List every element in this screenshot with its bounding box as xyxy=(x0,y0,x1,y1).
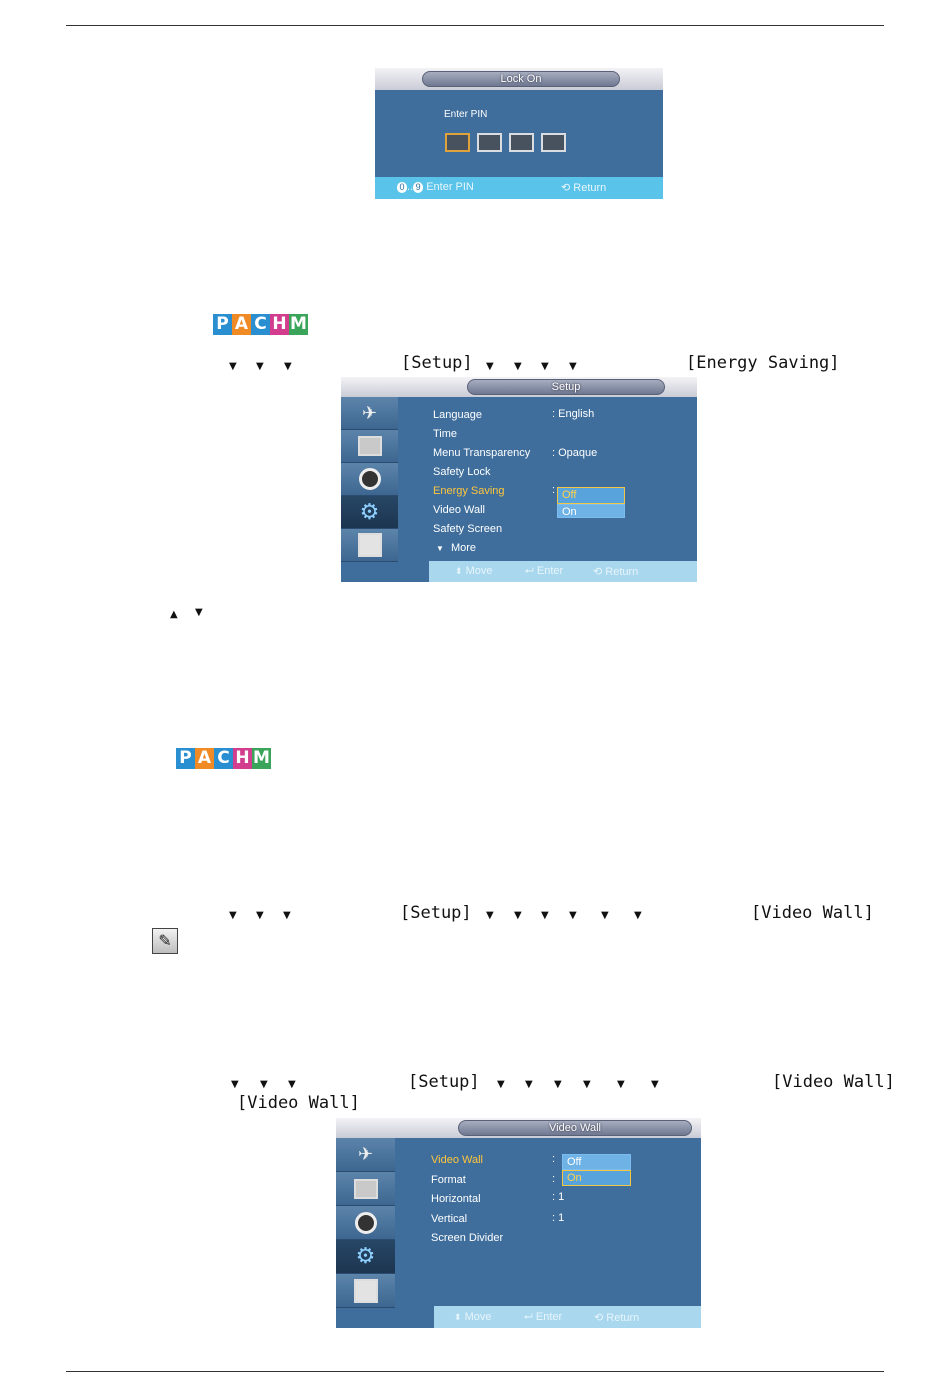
top-rule xyxy=(66,25,884,26)
menu-item-vertical[interactable]: Vertical xyxy=(431,1213,468,1225)
menu-item-format[interactable]: Format xyxy=(431,1174,466,1186)
return-hint[interactable] xyxy=(561,181,606,194)
enter-label: Enter xyxy=(535,1311,563,1323)
enter-icon: ⮠ xyxy=(525,565,534,577)
down-arrow-icon: ▼ xyxy=(256,910,264,921)
down-arrow-icon: ▼ xyxy=(231,1079,239,1090)
menu-item-energy-saving[interactable]: Energy Saving xyxy=(433,485,505,497)
menu-item-safety-screen[interactable]: Safety Screen xyxy=(433,523,503,535)
screen-icon xyxy=(358,436,382,456)
setup-key: [Setup] xyxy=(400,903,472,923)
format-colon: : xyxy=(552,1173,556,1185)
menu-transparency-value: : Opaque xyxy=(552,447,598,459)
menu-item-language[interactable]: Language xyxy=(433,409,482,421)
satellite-icon: ✈ xyxy=(357,1144,374,1165)
enter-icon: ⮠ xyxy=(524,1311,533,1323)
option-on[interactable]: On xyxy=(557,504,625,518)
sidebar-screen[interactable] xyxy=(341,430,398,463)
video-wall-colon: : xyxy=(552,1153,556,1165)
pin-box-1[interactable] xyxy=(445,133,470,152)
down-arrow-icon: ▼ xyxy=(525,1079,533,1090)
pachm-badge-2 xyxy=(176,748,271,769)
menu-item-time[interactable]: Time xyxy=(433,428,458,440)
gear-icon: ⚙ xyxy=(359,499,380,525)
input-icon xyxy=(358,533,382,557)
input-icon xyxy=(354,1279,378,1303)
down-arrow-icon: ▼ xyxy=(541,910,549,921)
return-icon: ⟲ xyxy=(593,566,603,578)
osd-title: Setup xyxy=(467,379,665,395)
badge-letter-c: C xyxy=(214,748,233,769)
enter-hint xyxy=(525,565,563,578)
down-arrow-icon: ▼ xyxy=(541,361,549,372)
video-wall-key: [Video Wall] xyxy=(751,903,874,923)
setup-key: [Setup] xyxy=(408,1072,480,1092)
move-hint xyxy=(455,565,493,577)
setup-osd xyxy=(341,377,697,582)
speaker-icon xyxy=(355,1212,377,1234)
move-label: Move xyxy=(465,565,493,577)
category-sidebar xyxy=(336,1138,395,1308)
return-label: Return xyxy=(606,1312,640,1324)
badge-letter-h: H xyxy=(233,748,252,769)
pachm-badge-1 xyxy=(213,314,308,335)
digit-0: 0 xyxy=(397,182,407,193)
sidebar-picture[interactable] xyxy=(341,397,398,430)
down-arrow-icon: ▼ xyxy=(486,361,494,372)
menu-item-menu-transparency[interactable]: Menu Transparency xyxy=(433,447,531,459)
bottom-rule xyxy=(66,1371,884,1372)
move-hint xyxy=(454,1311,492,1323)
category-sidebar xyxy=(341,397,398,562)
menu-item-video-wall[interactable]: Video Wall xyxy=(431,1154,483,1166)
caret-down-icon: ▼ xyxy=(436,544,444,553)
enter-hint xyxy=(524,1311,562,1324)
sidebar-setup[interactable] xyxy=(341,496,398,529)
menu-item-safety-lock[interactable]: Safety Lock xyxy=(433,466,491,478)
enter-pin-label: Enter PIN xyxy=(444,109,488,120)
more-item[interactable] xyxy=(436,542,476,554)
down-arrow-icon: ▼ xyxy=(283,910,291,921)
pin-box-4[interactable] xyxy=(541,133,566,152)
osd-footer xyxy=(375,177,663,199)
video-wall-key: [Video Wall] xyxy=(772,1072,895,1092)
sidebar-input[interactable] xyxy=(336,1274,395,1308)
badge-letter-c: C xyxy=(251,314,270,335)
down-arrow-icon: ▼ xyxy=(514,361,522,372)
move-label: Move xyxy=(464,1311,492,1323)
down-arrow-icon: ▼ xyxy=(514,910,522,921)
down-arrow-icon: ▼ xyxy=(554,1079,562,1090)
sidebar-sound[interactable] xyxy=(341,463,398,496)
menu-item-horizontal[interactable]: Horizontal xyxy=(431,1193,481,1205)
return-hint[interactable] xyxy=(593,565,638,578)
return-label: Return xyxy=(573,182,607,194)
badge-letter-m: M xyxy=(290,314,307,334)
down-arrow-icon: ▼ xyxy=(260,1079,268,1090)
digit-sep: .. xyxy=(407,181,414,193)
down-arrow-icon: ▼ xyxy=(601,910,609,921)
down-arrow-icon: ▼ xyxy=(229,910,237,921)
down-arrow-icon: ▼ xyxy=(229,361,237,372)
osd-footer xyxy=(434,1306,701,1328)
down-arrow-icon: ▼ xyxy=(569,910,577,921)
osd-footer xyxy=(429,561,697,582)
video-wall-osd xyxy=(336,1118,701,1328)
video-wall-key-2: [Video Wall] xyxy=(237,1093,360,1113)
down-arrow-icon: ▼ xyxy=(569,361,577,372)
energy-saving-colon: : xyxy=(552,484,556,496)
language-value: : English xyxy=(552,408,595,420)
energy-saving-key: [Energy Saving] xyxy=(686,353,840,373)
speaker-icon xyxy=(359,468,381,490)
sidebar-sound[interactable] xyxy=(336,1206,395,1240)
down-arrow-icon: ▼ xyxy=(284,361,292,372)
vertical-value: : 1 xyxy=(552,1212,565,1224)
option-on[interactable]: On xyxy=(562,1170,631,1186)
enter-pin-hint: Enter PIN xyxy=(426,181,474,193)
badge-letter-m: M xyxy=(253,748,270,768)
pin-box-2[interactable] xyxy=(477,133,502,152)
option-off[interactable]: Off xyxy=(562,1154,631,1170)
sidebar-setup[interactable] xyxy=(336,1240,395,1274)
return-icon: ⟲ xyxy=(561,182,571,194)
menu-item-screen-divider[interactable]: Screen Divider xyxy=(431,1232,504,1244)
sidebar-input[interactable] xyxy=(341,529,398,562)
return-hint[interactable] xyxy=(594,1311,639,1324)
osd-title: Video Wall xyxy=(458,1120,692,1136)
down-arrow-icon: ▼ xyxy=(497,1079,505,1090)
digit-9: 9 xyxy=(413,182,423,193)
down-arrow-icon: ▼ xyxy=(486,910,494,921)
badge-letter-h: H xyxy=(270,314,289,335)
badge-letter-p: P xyxy=(176,748,195,769)
digit-hint xyxy=(397,181,474,193)
setup-key: [Setup] xyxy=(401,353,473,373)
badge-letter-a: A xyxy=(195,748,214,769)
screen-icon xyxy=(354,1179,378,1199)
up-down-icon: ⬍ xyxy=(455,566,463,576)
up-down-icon: ⬍ xyxy=(454,1312,462,1322)
enter-label: Enter xyxy=(536,565,564,577)
satellite-icon: ✈ xyxy=(361,402,378,424)
sidebar-picture[interactable] xyxy=(336,1138,395,1172)
menu-item-video-wall[interactable]: Video Wall xyxy=(433,504,485,516)
down-arrow-icon: ▼ xyxy=(583,1079,591,1090)
return-label: Return xyxy=(605,566,639,578)
down-arrow-icon: ▼ xyxy=(651,1079,659,1090)
return-icon: ⟲ xyxy=(594,1312,604,1324)
option-off[interactable]: Off xyxy=(557,487,625,504)
badge-letter-a: A xyxy=(232,314,251,335)
down-arrow-icon: ▼ xyxy=(195,607,203,618)
more-label: More xyxy=(450,542,477,554)
lock-on-osd xyxy=(375,68,663,199)
down-arrow-icon: ▼ xyxy=(256,361,264,372)
pin-box-3[interactable] xyxy=(509,133,534,152)
horizontal-value: : 1 xyxy=(552,1191,565,1203)
note-icon: ✎ xyxy=(152,928,178,954)
up-arrow-icon: ▲ xyxy=(170,609,178,620)
sidebar-screen[interactable] xyxy=(336,1172,395,1206)
down-arrow-icon: ▼ xyxy=(634,910,642,921)
gear-icon: ⚙ xyxy=(355,1244,376,1269)
osd-title: Lock On xyxy=(422,71,620,87)
down-arrow-icon: ▼ xyxy=(288,1079,296,1090)
badge-letter-p: P xyxy=(213,314,232,335)
down-arrow-icon: ▼ xyxy=(617,1079,625,1090)
